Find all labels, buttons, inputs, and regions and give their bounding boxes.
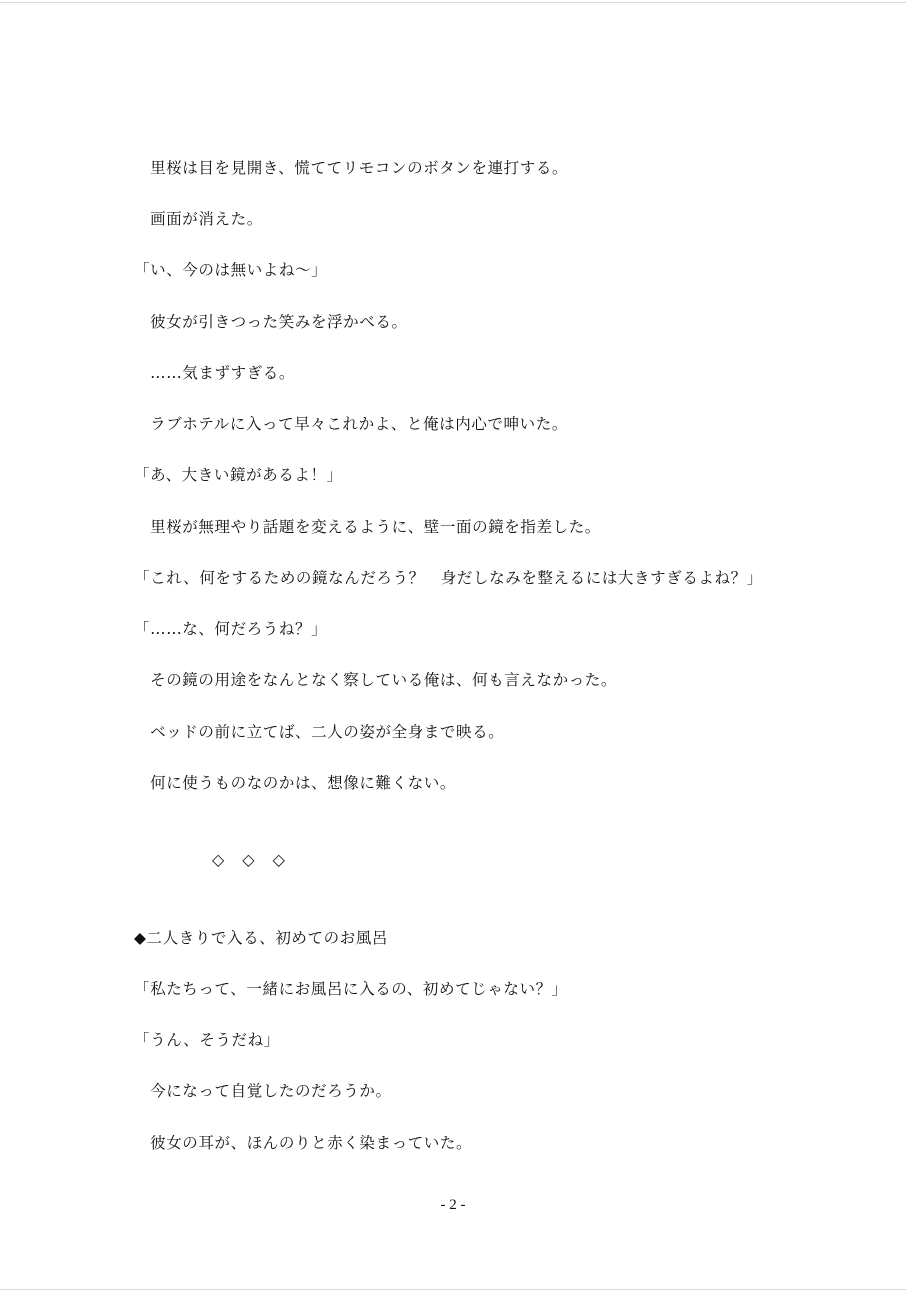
body-line: 彼女が引きつった笑みを浮かべる。 — [134, 313, 408, 331]
page-top-edge — [0, 2, 906, 3]
dialogue-line: 「私たちって、一緒にお風呂に入るの、初めてじゃない？」 — [134, 980, 568, 998]
scene-separator: ◇ ◇ ◇ — [212, 850, 286, 869]
body-line: 今になって自覚したのだろうか。 — [134, 1082, 392, 1100]
dialogue-line: 「あ、大きい鏡があるよ！」 — [134, 466, 343, 484]
page-bottom-edge — [0, 1289, 906, 1290]
body-line: ベッドの前に立てば、二人の姿が全身まで映る。 — [134, 723, 505, 741]
body-line: 里桜が無理やり話題を変えるように、壁一面の鏡を指差した。 — [134, 518, 601, 536]
body-line: 何に使うものなのかは、想像に難くない。 — [134, 774, 457, 792]
dialogue-line: 「これ、何をするための鏡なんだろう？ 身だしなみを整えるには大きすぎるよね？」 — [134, 569, 763, 587]
dialogue-line: 「い、今のは無いよね〜」 — [134, 261, 328, 279]
dialogue-line: 「……な、何だろうね？」 — [134, 620, 328, 638]
body-line: 彼女の耳が、ほんのりと赤く染まっていた。 — [134, 1134, 473, 1152]
section-heading: ◆二人きりで入る、初めてのお風呂 — [134, 929, 389, 947]
dialogue-line: 「うん、そうだね」 — [134, 1031, 280, 1049]
body-line: ……気まずすぎる。 — [134, 364, 296, 382]
body-line: ラブホテルに入って早々これかよ、と俺は内心で呻いた。 — [134, 415, 568, 433]
body-line: 画面が消えた。 — [134, 210, 263, 228]
body-line: 里桜は目を見開き、慌ててリモコンのボタンを連打する。 — [134, 159, 569, 177]
body-line: その鏡の用途をなんとなく察している俺は、何も言えなかった。 — [134, 671, 618, 689]
page-number: - 2 - — [440, 1197, 466, 1213]
